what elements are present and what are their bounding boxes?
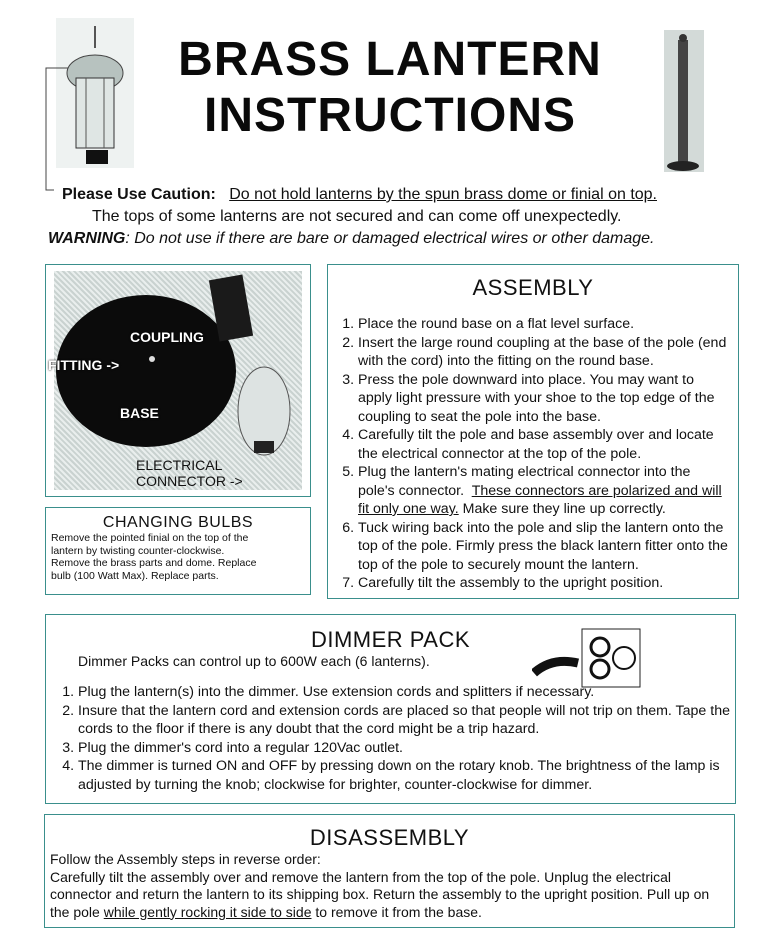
caution-line-1 — [48, 184, 768, 206]
changing-bulbs-text — [46, 532, 310, 582]
step-tail: Make sure they line up correctly. — [458, 501, 666, 517]
bulbs-line: Remove the brass parts and dome. Replace — [51, 557, 257, 569]
connector-label-2: CONNECTOR -> — [136, 473, 243, 489]
dimmer-subtitle: Dimmer Packs can control up to 600W each (6 lanterns). — [78, 653, 430, 669]
title-line-1: BRASS LANTERN — [178, 33, 602, 86]
caution-block — [48, 184, 768, 250]
dimmer-step: 2. Insure that the lantern cord and extension cords are placed so that people will not trip on them. Tape the cords to the floor if there is any doubt that the cord might be a trip hazard. — [78, 702, 746, 739]
caution-line-2: The tops of some lanterns are not secured and can come off unexpectedly. — [92, 208, 622, 225]
pole-photo — [664, 30, 704, 172]
disassembly-text — [45, 851, 734, 921]
assembly-step: 2. Insert the large round coupling at the base of the pole (end with the cord) into the fitting on the round base. — [358, 334, 730, 371]
assembly-step: 6. Tuck wiring back into the pole and slip the lantern onto the top of the pole. Firmly press the black lantern fitter onto the top of the pole to securely mount the lantern. — [358, 519, 730, 575]
bulbs-line: bulb (100 Watt Max). Replace parts. — [51, 569, 219, 582]
step-text: Plug the lantern's mating electrical connector into the pole's connector. — [358, 464, 691, 499]
connector-label-1: ELECTRICAL — [136, 457, 223, 473]
disassembly-box — [44, 814, 735, 928]
dimmer-box — [45, 614, 736, 804]
disassembly-line-1: Follow the Assembly steps in reverse order: — [50, 851, 321, 867]
assembly-photo-box — [45, 264, 311, 497]
assembly-step: 4. Carefully tilt the pole and base assembly over and locate the electrical connector at the top of the pole. — [358, 426, 730, 463]
assembly-step: 3. Press the pole downward into place. You may want to apply light pressure with your shoe to the top edge of the coupling to seat the pole into the base. — [358, 371, 730, 427]
dimmer-steps — [56, 683, 746, 794]
dimmer-step: 3. Plug the dimmer's cord into a regular 120Vac outlet. — [78, 739, 746, 758]
disassembly-tail: to remove it from the base. — [311, 903, 482, 920]
pointer-line — [40, 60, 70, 195]
dimmer-step: 4. The dimmer is turned ON and OFF by pressing down on the rotary knob. The brightness of the lamp is adjusted by turning the knob; clockwise for brighter, counter-clockwise for dimmer. — [78, 757, 746, 794]
disassembly-title: DISASSEMBLY — [309, 825, 470, 850]
assembly-step: 1. Place the round base on a flat level surface. — [358, 315, 730, 334]
bulbs-line: lantern by twisting counter-clockwise. — [51, 544, 225, 557]
assembly-steps — [328, 315, 738, 593]
coupling-label: COUPLING — [130, 329, 204, 345]
changing-bulbs-box — [45, 507, 311, 595]
warning-label: WARNING — [48, 230, 126, 247]
warning-text: : Do not use if there are bare or damaged electrical wires or other damage. — [125, 230, 655, 247]
warning-line — [48, 228, 768, 250]
disassembly-body: Carefully tilt the assembly over and remove the lantern from the top of the pole. Unplug the electrical connector and return the lantern to its shipping box. Return the assembly to the upright position. Pull up on the pole — [50, 868, 710, 920]
caution-label: Please Use Caution: — [62, 186, 216, 203]
bulbs-line: Remove the pointed finial on the top of the — [51, 532, 249, 544]
title-line-2: INSTRUCTIONS — [204, 89, 576, 142]
disassembly-underlined: while gently rocking it side to side — [103, 903, 312, 920]
assembly-step — [358, 463, 730, 519]
dimmer-step: 1. Plug the lantern(s) into the dimmer. Use extension cords and splitters if necessary. — [78, 683, 746, 702]
changing-bulbs-title: CHANGING BULBS — [102, 514, 254, 531]
assembly-photo — [48, 271, 302, 490]
fitting-label: FITTING -> — [48, 357, 120, 373]
polarized-note: These connectors are polarized and will fit only one way. — [358, 482, 722, 517]
assembly-step: 7. Carefully tilt the assembly to the upright position. — [358, 574, 730, 593]
base-label: BASE — [120, 405, 159, 421]
assembly-title: ASSEMBLY — [472, 275, 594, 300]
page-title — [150, 32, 630, 144]
assembly-box — [327, 264, 739, 599]
caution-text: Do not hold lanterns by the spun brass dome or finial on top. — [229, 186, 657, 203]
dimmer-icon — [532, 623, 642, 689]
dimmer-title: DIMMER PACK — [310, 627, 471, 652]
